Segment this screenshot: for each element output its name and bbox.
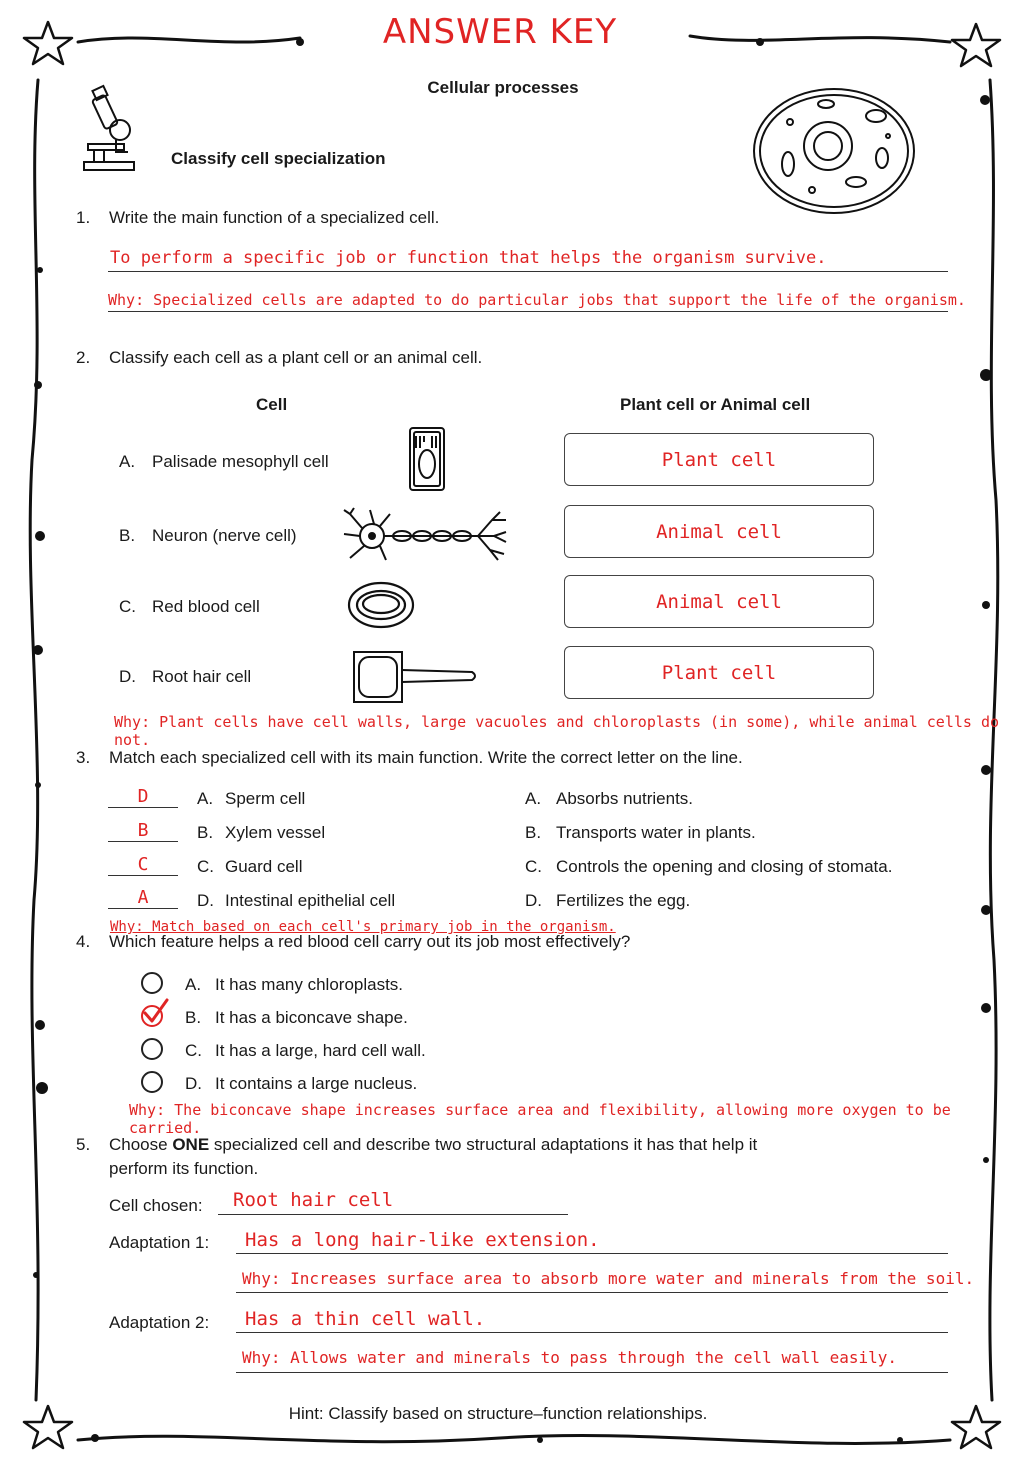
q2-column-type: Plant cell or Animal cell <box>620 395 811 414</box>
q2-item-name: Red blood cell <box>152 597 260 616</box>
section-title: Classify cell specialization <box>171 149 386 168</box>
animal-cell-icon <box>752 86 918 216</box>
q3-right-letter: A. <box>525 789 542 808</box>
q5-question <box>109 1135 757 1155</box>
q2-item-letter: A. <box>119 452 136 471</box>
neuron-icon <box>340 506 510 566</box>
q5-a1-answer[interactable]: Has a long hair-like extension. <box>245 1229 600 1251</box>
q5-text-bold: ONE <box>172 1135 210 1154</box>
q4-radio-c[interactable] <box>141 1038 163 1060</box>
q3-left-text: Xylem vessel <box>225 823 326 842</box>
q3-right-text: Absorbs nutrients. <box>556 789 694 808</box>
q4-option-letter: B. <box>185 1008 202 1027</box>
q1-why-line <box>108 311 948 312</box>
page-title: ANSWER KEY <box>382 12 618 52</box>
q2-question: Classify each cell as a plant cell or an animal cell. <box>109 348 483 367</box>
q2-item-name: Neuron (nerve cell) <box>152 526 297 545</box>
q5-number: 5. <box>76 1135 91 1154</box>
q3-right-text: Fertilizes the egg. <box>556 891 691 910</box>
q5-cell-label: Cell chosen: <box>109 1196 203 1215</box>
q3-right-letter: C. <box>525 857 542 876</box>
q1-why: Why: Specialized cells are adapted to do particular jobs that support the life of the organism. <box>108 291 966 309</box>
q3-left-letter: C. <box>197 857 214 876</box>
q5-text-pre: Choose <box>109 1135 173 1154</box>
q5-a1-line <box>236 1253 948 1254</box>
q3-left-text: Guard cell <box>225 857 303 876</box>
q3-left-text: Intestinal epithelial cell <box>225 891 396 910</box>
check-icon <box>140 998 170 1024</box>
q2-item-letter: C. <box>119 597 136 616</box>
q4-option-text: It has a biconcave shape. <box>215 1008 408 1027</box>
q2-why: Why: Plant cells have cell walls, large vacuoles and chloroplasts (in some), while animal cells do not. <box>114 713 1000 749</box>
q3-right-letter: B. <box>525 823 542 842</box>
q5-a1-why-line <box>236 1292 948 1293</box>
q3-number: 3. <box>76 748 91 767</box>
q2-item-name: Palisade mesophyll cell <box>152 452 329 471</box>
q5-a1-why: Why: Increases surface area to absorb more water and minerals from the soil. <box>242 1269 975 1288</box>
q3-why: Why: Match based on each cell's primary job in the organism. <box>110 919 616 935</box>
q1-question: Write the main function of a specialized cell. <box>109 208 440 227</box>
q3-answer-line <box>108 807 178 808</box>
q1-answer[interactable]: To perform a specific job or function that helps the organism survive. <box>110 248 827 268</box>
q2-item-letter: D. <box>119 667 136 686</box>
q3-answer[interactable]: D <box>137 786 149 807</box>
q4-option-text: It contains a large nucleus. <box>215 1074 418 1093</box>
q2-number: 2. <box>76 348 91 367</box>
q5-a2-why: Why: Allows water and minerals to pass through the cell wall easily. <box>242 1348 898 1367</box>
q3-answer[interactable]: A <box>137 887 149 908</box>
q2-item-letter: B. <box>119 526 136 545</box>
q2-column-cell: Cell <box>256 395 288 414</box>
q4-option-text: It has a large, hard cell wall. <box>215 1041 426 1060</box>
q4-radio-a[interactable] <box>141 972 163 994</box>
q4-why: Why: The biconcave shape increases surface area and flexibility, allowing more oxygen to be carried. <box>129 1101 951 1137</box>
q4-question: Which feature helps a red blood cell carry out its job most effectively? <box>109 932 631 951</box>
q5-a2-line <box>236 1332 948 1333</box>
q4-option-letter: C. <box>185 1041 202 1060</box>
palisade-cell-icon <box>408 426 448 492</box>
q5-a2-why-line <box>236 1372 948 1373</box>
q5-cell-line <box>218 1214 568 1215</box>
q3-right-text: Controls the opening and closing of stomata. <box>556 857 893 876</box>
q2-answer-box[interactable]: Plant cell <box>564 646 874 699</box>
q1-answer-line <box>108 271 948 272</box>
q5-a2-label: Adaptation 2: <box>109 1313 210 1332</box>
red-blood-cell-icon <box>347 580 417 630</box>
q4-option-text: It has many chloroplasts. <box>215 975 404 994</box>
q5-cell-answer[interactable]: Root hair cell <box>233 1189 394 1211</box>
q4-radio-d[interactable] <box>141 1071 163 1093</box>
q2-answer-box[interactable]: Plant cell <box>564 433 874 486</box>
q2-answer-box[interactable]: Animal cell <box>564 575 874 628</box>
q3-answer[interactable]: C <box>137 854 149 875</box>
q2-item-name: Root hair cell <box>152 667 252 686</box>
q3-right-text: Transports water in plants. <box>556 823 756 842</box>
footer-hint: Hint: Classify based on structure–function relationships. <box>288 1404 708 1423</box>
q3-answer[interactable]: B <box>137 820 149 841</box>
q5-a2-answer[interactable]: Has a thin cell wall. <box>245 1308 486 1330</box>
q3-left-text: Sperm cell <box>225 789 306 808</box>
root-hair-cell-icon <box>352 650 482 704</box>
q3-answer-line <box>108 908 178 909</box>
q3-left-letter: B. <box>197 823 214 842</box>
q3-right-letter: D. <box>525 891 542 910</box>
q3-answer-line <box>108 875 178 876</box>
q4-option-letter: D. <box>185 1074 202 1093</box>
subtitle: Cellular processes <box>427 78 579 97</box>
q5-a1-label: Adaptation 1: <box>109 1233 210 1252</box>
q5-text-post: specialized cell and describe two structural adaptations it has that help it <box>209 1135 758 1154</box>
q3-question: Match each specialized cell with its main function. Write the correct letter on the line. <box>109 748 743 767</box>
q4-number: 4. <box>76 932 91 951</box>
q5-question-line2: perform its function. <box>109 1159 259 1178</box>
q3-left-letter: D. <box>197 891 214 910</box>
q2-answer-box[interactable]: Animal cell <box>564 505 874 558</box>
microscope-icon <box>80 86 140 176</box>
q3-answer-line <box>108 841 178 842</box>
q4-option-letter: A. <box>185 975 202 994</box>
q1-number: 1. <box>76 208 91 227</box>
q3-left-letter: A. <box>197 789 214 808</box>
